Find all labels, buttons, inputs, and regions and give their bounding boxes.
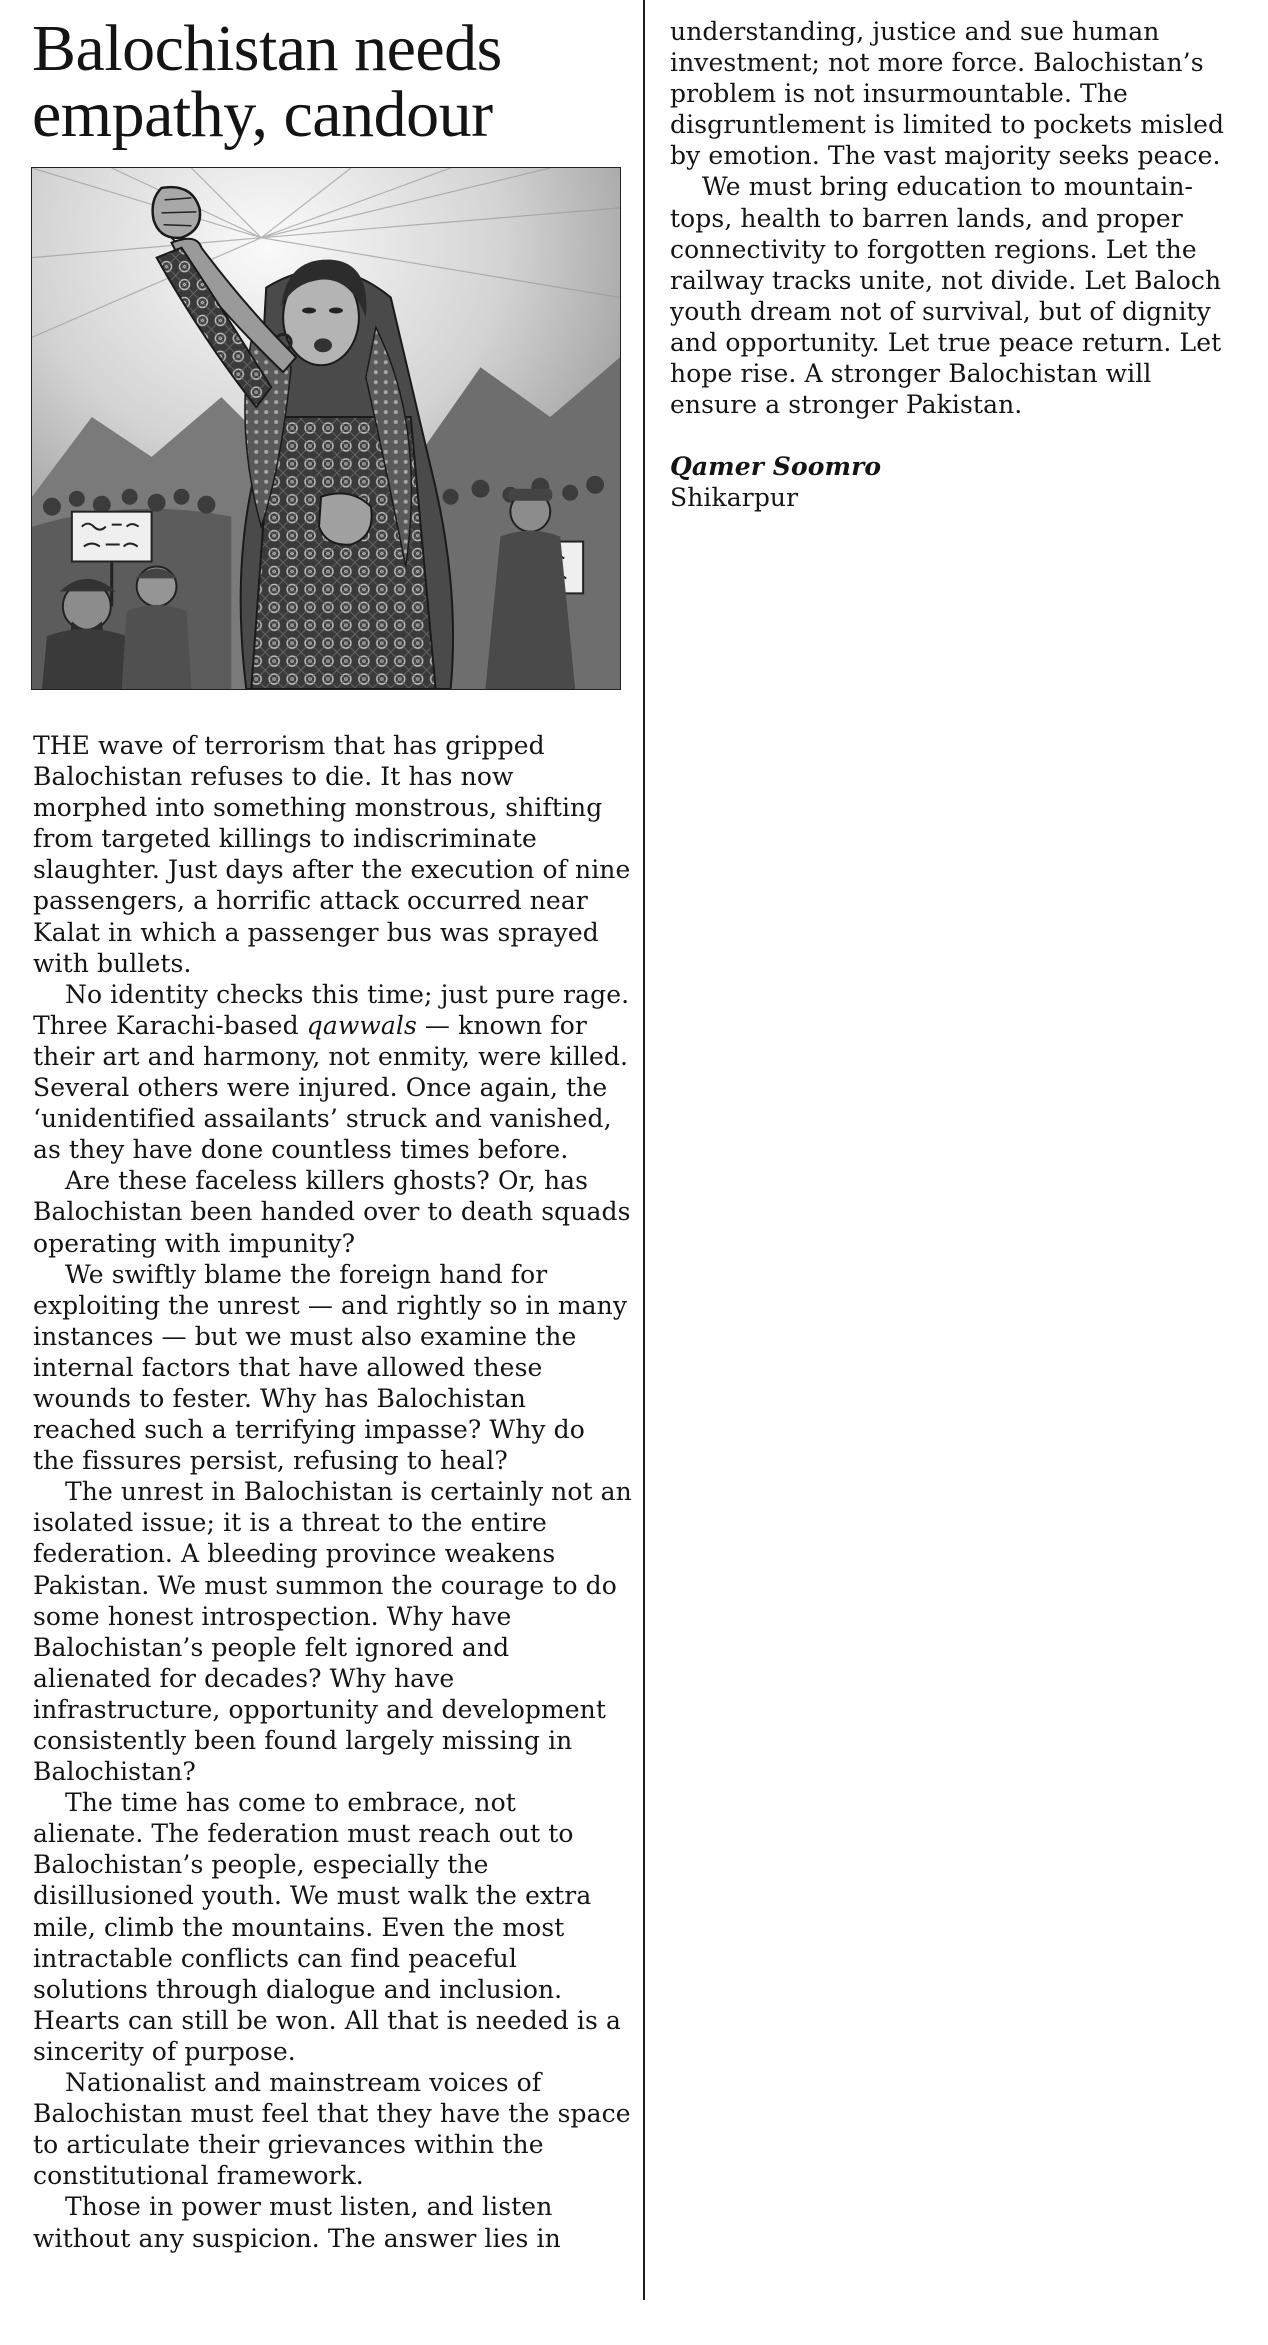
author-name: Qamer Soomro (670, 452, 882, 482)
protest-illustration (31, 167, 621, 690)
paragraph: Nationalist and mainstream voices of Balochistan must feel that they have the space to articulate their grievances within the constitutional framework. (33, 2068, 631, 2191)
signature (670, 451, 1240, 513)
paragraph: The time has come to embrace, not alienate. The federation must reach out to Balochistan’s people, especially the disillusioned youth. We must walk the extra mile, climb the mountains. Even the most intractable conflicts can find peaceful solutions through dialogue and inclusion. Hearts can still be won. All that is needed is a sincerity of purpose. (33, 1788, 621, 2066)
author-location: Shikarpur (670, 483, 799, 513)
paragraph-text: — known for their art and harmony, not enmity, were killed. Several others were injured. Once again, the ‘unidentified assailants’ struck and vanished, as they have done countless times before. (33, 1010, 629, 1165)
paragraph: We must bring education to mountain-tops, health to barren lands, and proper connectivity to forgotten regions. Let the railway tracks unite, not divide. Let Baloch youth dream not of survival, but of dignity and opportunity. Let true peace return. Let hope rise. A stronger Balochistan will ensure a stronger Pakistan. (670, 172, 1222, 420)
paragraph: understanding, justice and sue human investment; not more force. Balochistan’s problem is not insurmountable. The disgruntlement is limited to pockets misled by emotion. The vast majority seeks peace. (670, 17, 1225, 171)
paragraph: Those in power must listen, and listen without any suspicion. The answer lies in (33, 2192, 561, 2253)
headline: Balochistan needs empathy, candour (32, 12, 502, 151)
paragraph: We swiftly blame the foreign hand for exploiting the unrest — and rightly so in many instances — but we must also examine the internal factors that have allowed these wounds to fester. Why has Balochistan reached such a terrifying impasse? Why do the fissures persist, refusing to heal? (33, 1259, 628, 1476)
article-column-left (33, 730, 633, 2254)
paragraph-text: No identity checks this time; just pure rage. Three Karachi-based (33, 979, 630, 1040)
article-column-right (670, 16, 1240, 513)
paragraph: Are these faceless killers ghosts? Or, has Balochistan been handed over to death squads operating with impunity? (33, 1166, 631, 1258)
paragraph: The unrest in Balochistan is certainly not an isolated issue; it is a threat to the entire federation. A bleeding province weakens Pakistan. We must summon the courage to do some honest introspection. Why have Balochistan’s people felt ignored and alienated for decades? Why have infrastructure, opportunity and development consistently been found largely missing in Balochistan? (33, 1477, 632, 1787)
paragraph: THE wave of terrorism that has gripped Balochistan refuses to die. It has now morphed into something monstrous, shifting from targeted killings to indiscriminate slaughter. Just days after the execution of nine passengers, a horrific attack occurred near Kalat in which a passenger bus was sprayed with bullets. (33, 731, 631, 978)
paragraph (33, 979, 633, 1166)
column-rule (643, 0, 645, 2300)
italic-term: qawwals (306, 1010, 417, 1040)
